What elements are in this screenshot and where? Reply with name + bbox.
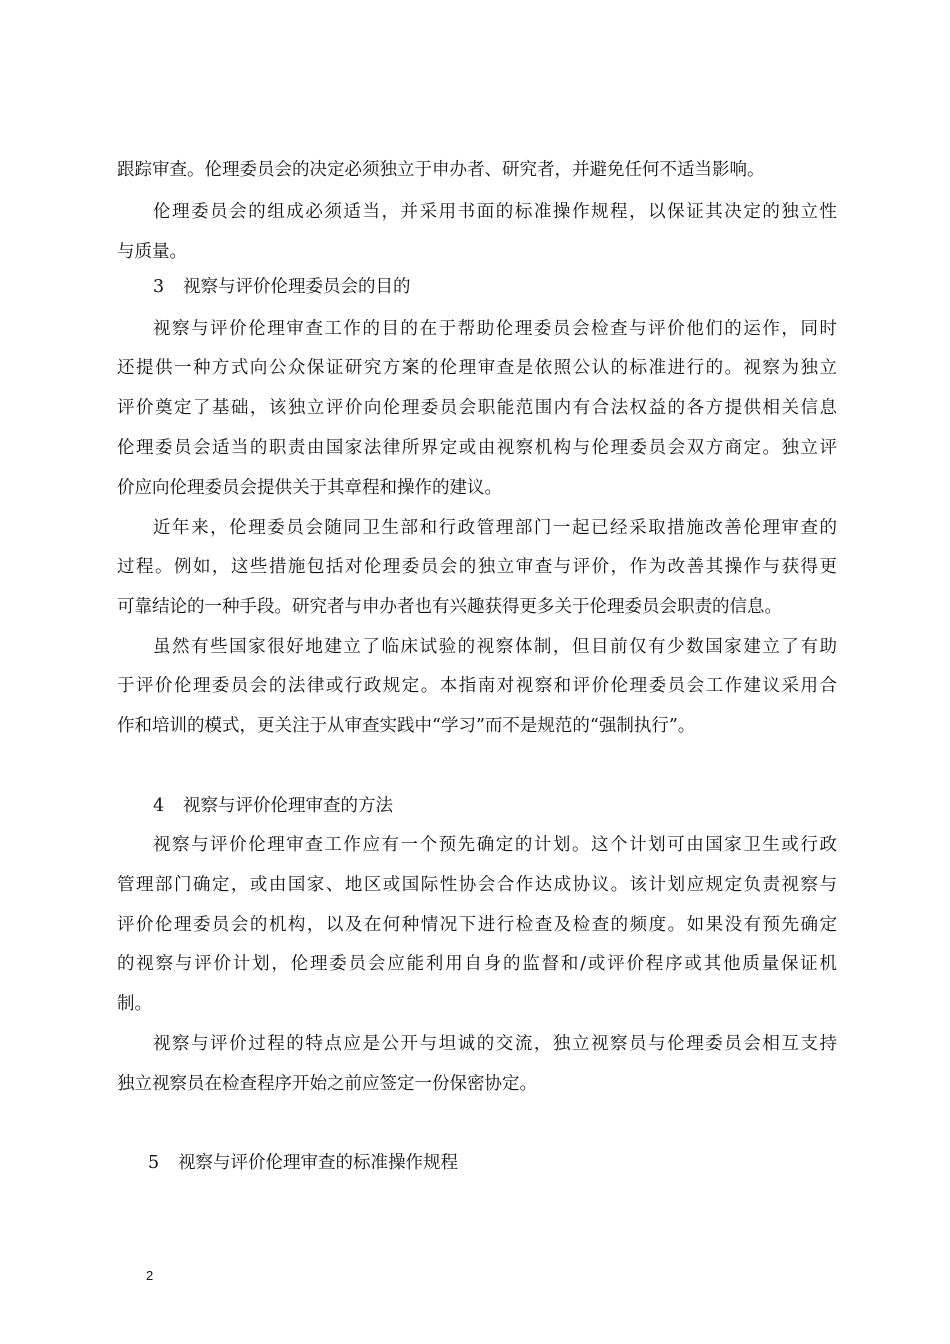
paragraph-line: 还提供一种方式向公众保证研究方案的伦理审查是依照公认的标准进行的。视察为独立 [117, 358, 837, 378]
section-number: 3 [153, 277, 165, 297]
section-title: 视察与评价伦理委员会的目的 [183, 277, 411, 297]
paragraph-line: 跟踪审查。伦理委员会的决定必须独立于申办者、研究者，并避免任何不适当影响。 [117, 160, 765, 180]
section-title: 视察与评价伦理审查的方法 [183, 796, 393, 816]
section-heading-4 [153, 794, 393, 818]
section-heading-3 [153, 275, 411, 299]
section-number: 5 [148, 1153, 160, 1173]
paragraph-line: 视察与评价伦理审查工作应有一个预先确定的计划。这个计划可由国家卫生或行政 [153, 835, 837, 855]
paragraph-line: 制。 [117, 994, 152, 1014]
paragraph-line: 视察与评价伦理审查工作的目的在于帮助伦理委员会检查与评价他们的运作，同时 [153, 319, 837, 339]
paragraph-line: 于评价伦理委员会的法律或行政规定。本指南对视察和评价伦理委员会工作建议采用合 [117, 676, 837, 696]
paragraph-line: 视察与评价过程的特点应是公开与坦诚的交流，独立视察员与伦理委员会相互支持 [153, 1034, 837, 1054]
paragraph-line: 可靠结论的一种手段。研究者与申办者也有兴趣获得更多关于伦理委员会职责的信息。 [117, 597, 782, 617]
paragraph-line: 独立视察员在检查程序开始之前应签定一份保密协定。 [117, 1074, 537, 1094]
section-title: 视察与评价伦理审查的标准操作规程 [178, 1153, 458, 1173]
paragraph-line: 的视察与评价计划，伦理委员会应能利用自身的监督和/或评价程序或其他质量保证机 [117, 954, 837, 974]
paragraph-line: 评价伦理委员会的机构，以及在何种情况下进行检查及检查的频度。如果没有预先确定 [117, 915, 837, 935]
paragraph-line: 伦理委员会的组成必须适当，并采用书面的标准操作规程，以保证其决定的独立性 [153, 202, 837, 222]
paragraph-line: 价应向伦理委员会提供关于其章程和操作的建议。 [117, 478, 502, 498]
paragraph-line: 近年来，伦理委员会随同卫生部和行政管理部门一起已经采取措施改善伦理审查的 [153, 518, 837, 538]
paragraph-line: 作和培训的模式，更关注于从审查实践中“学习”而不是规范的“强制执行”。 [117, 716, 696, 736]
section-number: 4 [153, 796, 165, 816]
paragraph-line: 评价奠定了基础，该独立评价向伦理委员会职能范围内有合法权益的各方提供相关信息 [117, 398, 837, 418]
paragraph-line: 管理部门确定，或由国家、地区或国际性协会合作达成协议。该计划应规定负责视察与 [117, 875, 837, 895]
paragraph-line: 伦理委员会适当的职责由国家法律所界定或由视察机构与伦理委员会双方商定。独立评 [117, 438, 837, 458]
section-heading-5 [148, 1151, 458, 1175]
paragraph-line: 过程。例如，这些措施包括对伦理委员会的独立审查与评价，作为改善其操作与获得更 [117, 557, 837, 577]
page-number: 2 [146, 1268, 154, 1283]
paragraph-line: 虽然有些国家很好地建立了临床试验的视察体制，但目前仅有少数国家建立了有助 [153, 637, 837, 657]
paragraph-line: 与质量。 [117, 242, 187, 262]
